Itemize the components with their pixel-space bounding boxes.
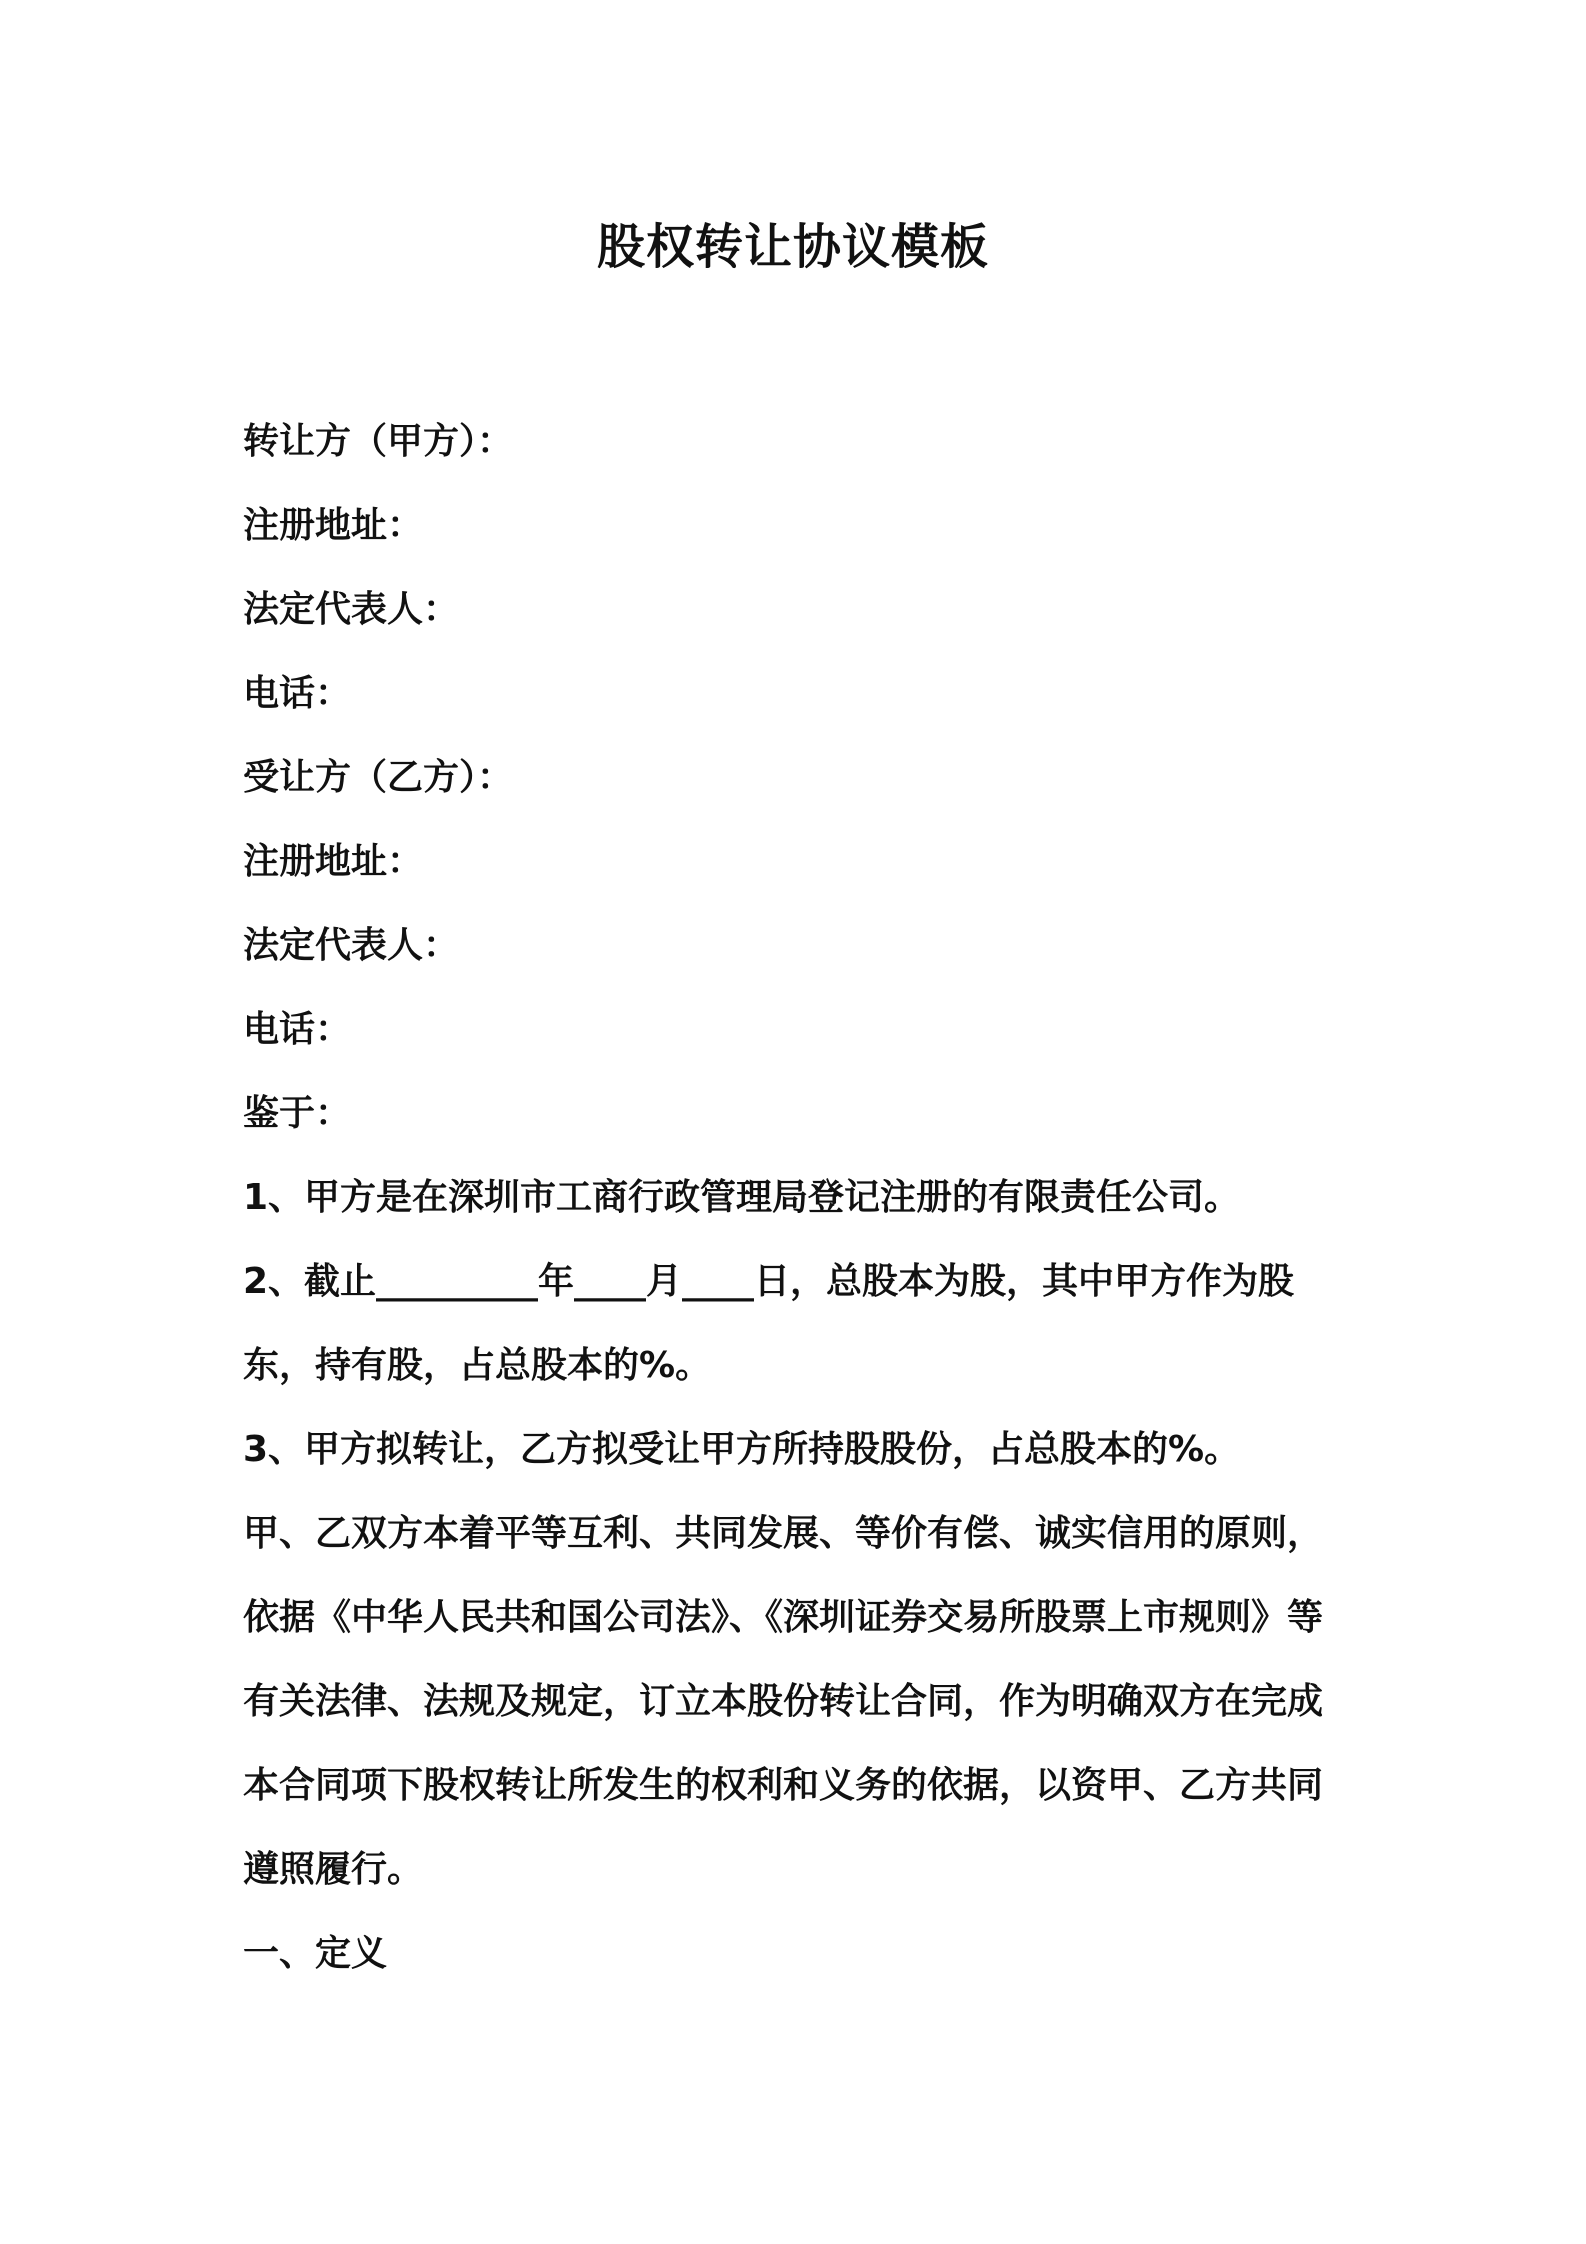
transferee-representative-label: 法定代表人：	[243, 925, 460, 966]
document-body	[243, 400, 1363, 1996]
transferor-label: 转让方（甲方）：	[243, 421, 514, 462]
clause-2-line-1: 2、截止_________年____月____日，总股本为股，其中甲方作为股	[243, 1261, 1295, 1302]
transferor-representative-label: 法定代表人：	[243, 589, 460, 630]
principle-paragraph-line-3: 有关法律、法规及规定，订立本股份转让合同，作为明确双方在完成	[243, 1681, 1324, 1722]
clause-3: 3、甲方拟转让，乙方拟受让甲方所持股股份，占总股本的%。	[243, 1429, 1241, 1470]
transferor-address-label: 注册地址：	[243, 505, 424, 546]
section-1-heading: 一、定义	[243, 1933, 388, 1974]
principle-paragraph-line-4: 本合同项下股权转让所发生的权利和义务的依据，以资甲、乙方共同	[243, 1765, 1324, 1806]
principle-paragraph-line-2: 依据《中华人民共和国公司法》、《深圳证券交易所股票上市规则》等	[243, 1597, 1324, 1638]
whereas-heading: 鉴于：	[243, 1093, 352, 1134]
principle-paragraph-line-5: 遵照履行。	[243, 1849, 424, 1890]
transferee-address-label: 注册地址：	[243, 841, 424, 882]
document-title: 股权转让协议模板	[596, 219, 989, 275]
clause-2-line-2: 东，持有股，占总股本的%。	[243, 1345, 712, 1386]
principle-paragraph-line-1: 甲、乙双方本着平等互利、共同发展、等价有偿、诚实信用的原则，	[243, 1513, 1324, 1554]
transferor-phone-label: 电话：	[243, 673, 352, 714]
clause-1: 1、甲方是在深圳市工商行政管理局登记注册的有限责任公司。	[243, 1177, 1241, 1218]
transferee-label: 受让方（乙方）：	[243, 757, 514, 798]
transferee-phone-label: 电话：	[243, 1009, 352, 1050]
